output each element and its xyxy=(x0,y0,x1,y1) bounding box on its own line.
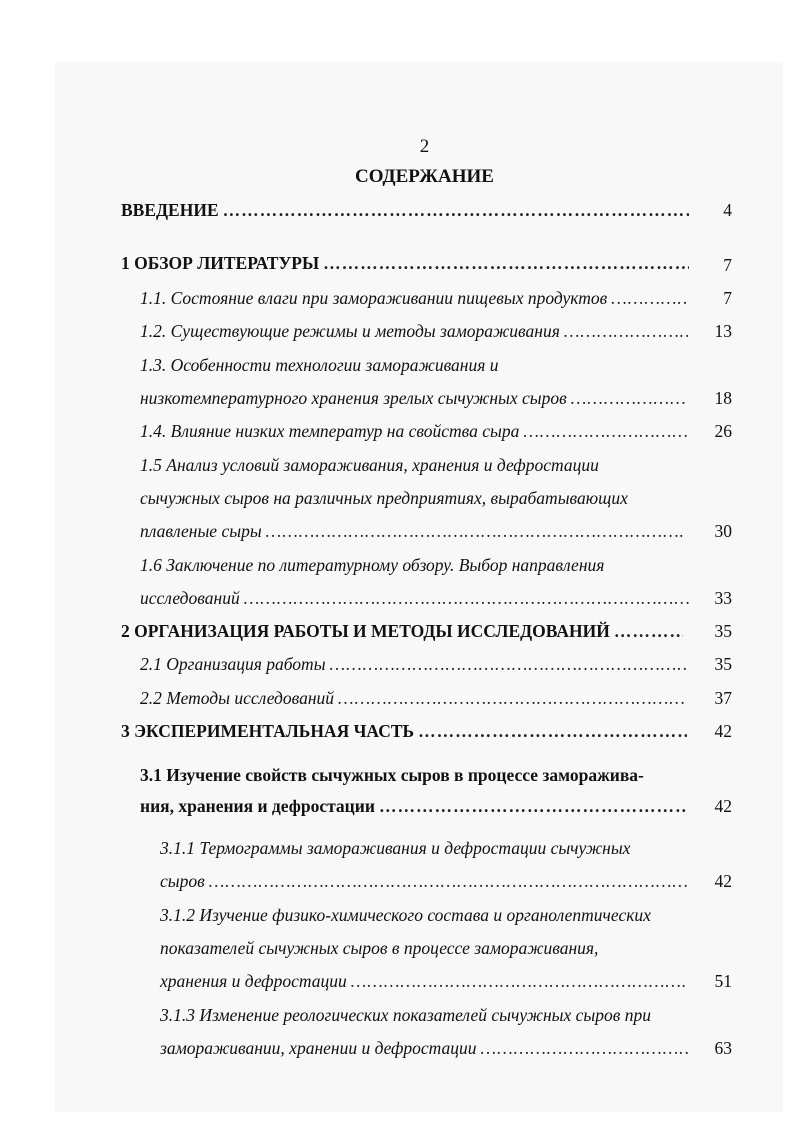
toc-entry-3-1-1-line: 3.1.1 Термограммы замораживания и дефростации сычужных xyxy=(160,838,631,858)
toc-entry-1-3[interactable] xyxy=(140,386,690,410)
toc-page-number: 33 xyxy=(714,588,732,608)
toc-page-number: 51 xyxy=(714,971,732,991)
toc-page-number: 26 xyxy=(714,421,732,441)
toc-page-number: 18 xyxy=(714,388,732,408)
toc-entry-3-1-2-line: 3.1.2 Изучение физико-химического состава и органолептических xyxy=(160,905,651,925)
toc-page-number: 63 xyxy=(714,1038,732,1058)
toc-entry-label: ВВЕДЕНИЕ xyxy=(121,200,219,220)
toc-entry-label: ния, хранения и дефростации xyxy=(140,796,375,816)
toc-entry-introduction[interactable] xyxy=(121,198,693,222)
toc-page-number: 35 xyxy=(714,654,732,674)
toc-entry-1-5-line: 1.5 Анализ условий замораживания, хранения и дефростации xyxy=(140,455,599,475)
page-title: СОДЕРЖАНИЕ xyxy=(355,166,494,187)
toc-entry-label: 3 ЭКСПЕРИМЕНТАЛЬНАЯ ЧАСТЬ xyxy=(121,721,415,741)
toc-entry-3-1[interactable] xyxy=(140,794,690,818)
toc-page-number: 7 xyxy=(723,288,732,308)
toc-entry-label: низкотемпературного хранения зрелых сычужных сыров xyxy=(140,388,567,408)
toc-entry-1-1[interactable] xyxy=(140,286,690,310)
toc-entry-3-1-1[interactable] xyxy=(160,869,692,893)
toc-entry-label: 1.4. Влияние низких температур на свойства сыра xyxy=(140,421,520,441)
toc-entry-label: 2.1 Организация работы xyxy=(140,654,326,674)
toc-page-number: 13 xyxy=(714,321,732,341)
toc-page-number: 35 xyxy=(714,621,732,641)
toc-entry-label: плавленые сыры xyxy=(140,521,262,541)
toc-page-number: 4 xyxy=(723,200,732,220)
toc-entry-label: исследований xyxy=(140,588,240,608)
toc-entry-1-6[interactable] xyxy=(140,586,694,610)
toc-entry-2-1[interactable] xyxy=(140,652,692,676)
toc-entry-chapter-3[interactable] xyxy=(121,719,691,743)
page-number: 2 xyxy=(419,136,430,157)
toc-entry-3-1-2[interactable] xyxy=(160,969,692,993)
toc-entry-3-1-3-line: 3.1.3 Изменение реологических показателей сычужных сыров при xyxy=(160,1005,651,1025)
toc-entry-1-6-line: 1.6 Заключение по литературному обзору. Выбор направления xyxy=(140,555,605,575)
toc-entry-label: 1 ОБЗОР ЛИТЕРАТУРЫ xyxy=(121,253,320,273)
toc-entry-1-3-line: 1.3. Особенности технологии замораживания и xyxy=(140,355,499,375)
toc-entry-label: хранения и дефростации xyxy=(160,971,347,991)
toc-entry-label: 2 ОРГАНИЗАЦИЯ РАБОТЫ И МЕТОДЫ ИССЛЕДОВАНИЙ xyxy=(121,621,610,641)
toc-entry-label: сыров xyxy=(160,871,205,891)
toc-entry-chapter-1[interactable] xyxy=(121,251,693,275)
toc-entry-label: 1.2. Существующие режимы и методы замораживания xyxy=(140,321,560,341)
toc-page-number: 37 xyxy=(714,688,732,708)
toc-page-number: 42 xyxy=(714,721,732,741)
toc-page-number: 42 xyxy=(714,796,732,816)
toc-entry-1-5-line: сычужных сыров на различных предприятиях, вырабатывающих xyxy=(140,488,628,508)
toc-entry-chapter-2[interactable] xyxy=(121,619,687,643)
toc-entry-label: 1.1. Состояние влаги при замораживании пищевых продуктов xyxy=(140,288,608,308)
toc-entry-3-1-3[interactable] xyxy=(160,1036,694,1060)
toc-entry-label: замораживании, хранении и дефростации xyxy=(160,1038,477,1058)
toc-page-number: 30 xyxy=(714,521,732,541)
toc-entry-2-2[interactable] xyxy=(140,686,688,710)
toc-entry-1-5[interactable] xyxy=(140,519,690,543)
toc-entry-3-1-2-line: показателей сычужных сыров в процессе замораживания, xyxy=(160,938,599,958)
toc-entry-1-2[interactable] xyxy=(140,319,692,343)
toc-entry-1-4[interactable] xyxy=(140,419,692,443)
toc-entry-label: 2.2 Методы исследований xyxy=(140,688,335,708)
toc-entry-3-1-line: 3.1 Изучение свойств сычужных сыров в процессе заморажива- xyxy=(140,765,644,785)
toc-page-number: 7 xyxy=(723,255,732,275)
toc-page-number: 42 xyxy=(714,871,732,891)
